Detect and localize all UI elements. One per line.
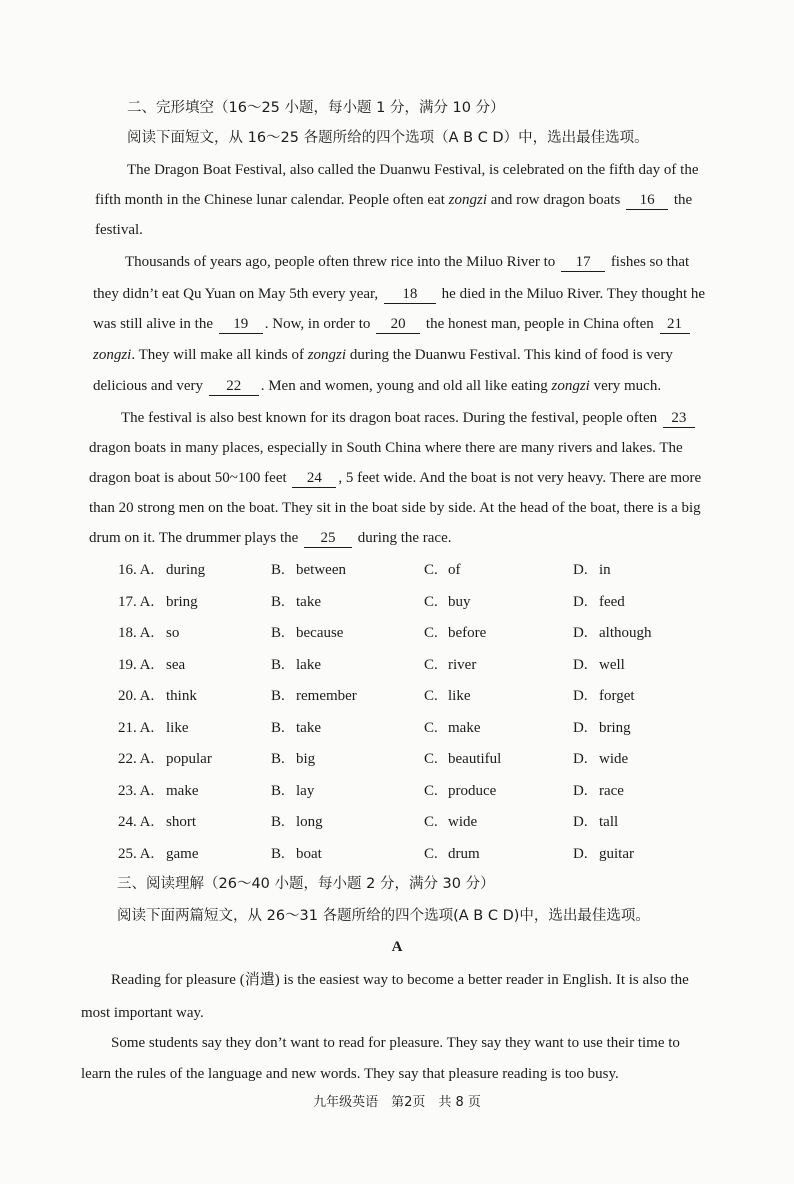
option-label: D.: [573, 656, 588, 673]
option-choice[interactable]: take: [296, 593, 321, 610]
p2-line1: [125, 252, 689, 272]
option-label: 23. A.: [118, 782, 155, 799]
p2-line5: [93, 376, 661, 396]
text: fifth month in the Chinese lunar calendar. People often eat: [95, 192, 449, 208]
option-label: C.: [424, 782, 438, 799]
option-label: B.: [271, 562, 285, 578]
option-label: B.: [271, 845, 285, 862]
option-choice[interactable]: because: [296, 625, 344, 641]
option-choice[interactable]: like: [166, 719, 189, 736]
text: during the race.: [357, 530, 452, 546]
option-choice[interactable]: lay: [296, 782, 315, 799]
option-choice[interactable]: game: [166, 845, 199, 862]
option-label: B.: [271, 656, 285, 673]
option-choice[interactable]: wide: [448, 814, 478, 830]
option-label: B.: [271, 593, 285, 610]
section2-instruction: 阅读下面短文，从 16～25 各题所给的四个选项（A B C D）中，选出最佳选项。: [127, 130, 649, 146]
option-label: B.: [271, 782, 285, 799]
option-choice[interactable]: big: [296, 751, 316, 767]
option-label: C.: [424, 719, 438, 736]
option-choice[interactable]: between: [296, 562, 346, 578]
option-choice[interactable]: of: [448, 562, 461, 578]
blank-19[interactable]: 19: [219, 316, 263, 334]
text: drum on it. The drummer plays the: [89, 530, 299, 546]
p3-line1: [121, 408, 697, 428]
option-choice[interactable]: river: [448, 656, 477, 673]
p2-line3: [93, 314, 692, 334]
option-choice[interactable]: lake: [296, 656, 321, 673]
option-label: D.: [573, 814, 588, 830]
p3-line5: [89, 528, 452, 548]
text: . Men and women, young and old all like eating: [260, 378, 552, 394]
option-label: B.: [271, 719, 285, 736]
option-label: 20. A.: [118, 688, 155, 704]
text: The festival is also best known for its dragon boat races. During the festival, people often: [121, 410, 658, 426]
zongzi-word: zongzi: [307, 347, 347, 363]
option-label: 18. A.: [118, 625, 155, 641]
blank-25[interactable]: 25: [304, 530, 352, 548]
option-label: B.: [271, 751, 285, 767]
p3-line4: than 20 strong men on the boat. They sit in the boat side by side. At the head of the boat, there is a big: [89, 500, 701, 516]
option-choice[interactable]: like: [448, 688, 471, 704]
option-label: C.: [424, 751, 438, 767]
option-label: B.: [271, 814, 285, 830]
option-label: D.: [573, 845, 588, 862]
option-choice[interactable]: sea: [166, 656, 186, 673]
text: fishes so that: [610, 254, 690, 270]
text: he died in the Miluo River. They thought he: [441, 286, 706, 302]
blank-20[interactable]: 20: [376, 316, 420, 334]
text: they didn’t eat Qu Yuan on May 5th every year,: [93, 286, 379, 302]
option-choice[interactable]: long: [296, 814, 323, 830]
zongzi-word: zongzi: [551, 378, 590, 394]
blank-21[interactable]: 21: [660, 316, 690, 334]
text: delicious and very: [93, 378, 203, 394]
p1-line2: [95, 190, 692, 210]
option-label: 17. A.: [118, 593, 155, 610]
blank-23[interactable]: 23: [663, 410, 695, 428]
option-choice[interactable]: bring: [166, 593, 198, 610]
option-choice[interactable]: make: [166, 782, 199, 799]
section3-heading: 三、阅读理解（26～40 小题，每小题 2 分，满分 30 分）: [117, 876, 495, 892]
p2-line4: [93, 345, 673, 365]
option-label: B.: [271, 625, 285, 641]
option-label: C.: [424, 845, 438, 862]
option-choice[interactable]: buy: [448, 593, 471, 610]
option-label: 22. A.: [118, 751, 155, 767]
option-label: C.: [424, 562, 438, 578]
option-label: B.: [271, 688, 285, 704]
text: and row dragon boats: [487, 192, 621, 208]
option-label: 24. A.: [118, 814, 155, 830]
option-choice[interactable]: during: [166, 562, 206, 578]
option-choice[interactable]: race: [599, 782, 624, 799]
p1-line3: festival.: [95, 222, 143, 238]
option-choice[interactable]: guitar: [599, 845, 634, 862]
zongzi-word: zongzi: [448, 192, 487, 208]
p1-line1: The Dragon Boat Festival, also called the Duanwu Festival, is celebrated on the fifth day of the: [127, 162, 699, 178]
blank-16[interactable]: 16: [626, 192, 668, 210]
section3-instruction: 阅读下面两篇短文，从 26～31 各题所给的四个选项(A B C D)中，选出最佳选项。: [117, 908, 650, 924]
option-label: D.: [573, 719, 588, 736]
option-choice[interactable]: before: [448, 625, 487, 641]
option-choice[interactable]: tall: [599, 814, 619, 830]
option-choice[interactable]: boat: [296, 845, 322, 862]
p3-line3: [89, 468, 701, 488]
passage-a-p2-line1: Some students say they don’t want to read for pleasure. They say they want to use their time to: [111, 1035, 680, 1051]
option-label: D.: [573, 562, 588, 578]
passage-a-p1-line2: most important way.: [81, 1005, 204, 1021]
option-choice[interactable]: make: [448, 719, 481, 736]
option-choice[interactable]: remember: [296, 688, 357, 704]
option-label: D.: [573, 751, 588, 767]
option-label: C.: [424, 656, 438, 673]
text: Thousands of years ago, people often threw rice into the Miluo River to: [125, 254, 556, 270]
blank-24[interactable]: 24: [292, 470, 336, 488]
option-choice[interactable]: drum: [448, 845, 480, 862]
option-label: 16. A.: [118, 562, 155, 578]
option-label: D.: [573, 688, 588, 704]
option-label: C.: [424, 814, 438, 830]
text: very much.: [589, 378, 662, 394]
option-choice[interactable]: take: [296, 719, 321, 736]
zongzi-word: zongzi: [93, 347, 132, 363]
passage-a-label: A: [391, 939, 403, 955]
option-label: D.: [573, 593, 588, 610]
option-label: 19. A.: [118, 656, 155, 673]
text: . Now, in order to: [264, 316, 371, 332]
option-label: 21. A.: [118, 719, 155, 736]
text: , 5 feet wide. And the boat is not very heavy. There are more: [338, 470, 702, 486]
option-choice[interactable]: so: [166, 625, 180, 641]
option-choice[interactable]: think: [166, 688, 197, 704]
passage-a-p1-line1: Reading for pleasure (消遣) is the easiest way to become a better reader in English. It is also the: [111, 972, 689, 988]
blank-17[interactable]: 17: [561, 254, 605, 272]
section2-heading: 二、完形填空（16～25 小题，每小题 1 分，满分 10 分）: [127, 100, 505, 116]
p2-line2: [93, 284, 705, 304]
option-label: C.: [424, 625, 438, 641]
option-label: 25. A.: [118, 845, 155, 862]
option-choice[interactable]: popular: [166, 751, 212, 767]
passage-a-p2-line2: learn the rules of the language and new words. They say that pleasure reading is too busy.: [81, 1066, 619, 1082]
option-label: C.: [424, 593, 438, 610]
option-label: C.: [424, 688, 438, 704]
option-choice[interactable]: short: [166, 814, 196, 830]
option-choice[interactable]: although: [599, 625, 652, 641]
option-choice[interactable]: well: [599, 656, 625, 673]
option-choice[interactable]: wide: [599, 751, 629, 767]
page-footer: 九年级英语 第2页 共 8 页: [313, 1095, 481, 1110]
option-choice[interactable]: bring: [599, 719, 631, 736]
text: was still alive in the: [93, 316, 213, 332]
p3-line2: dragon boats in many places, especially in South China where there are many rivers and lakes. The: [89, 440, 683, 456]
option-choice[interactable]: forget: [599, 688, 635, 704]
option-choice[interactable]: in: [599, 562, 611, 578]
blank-22[interactable]: 22: [209, 378, 259, 396]
option-label: D.: [573, 782, 588, 799]
option-choice[interactable]: produce: [448, 782, 497, 799]
text: during the Duanwu Festival. This kind of food is very: [346, 347, 673, 363]
option-label: D.: [573, 625, 588, 641]
text: . They will make all kinds of: [131, 347, 308, 363]
text: the: [673, 192, 693, 208]
text: the honest man, people in China often: [425, 316, 654, 332]
option-choice[interactable]: feed: [599, 593, 625, 610]
option-choice[interactable]: beautiful: [448, 751, 502, 767]
text: dragon boat is about 50~100 feet: [89, 470, 287, 486]
blank-18[interactable]: 18: [384, 286, 436, 304]
